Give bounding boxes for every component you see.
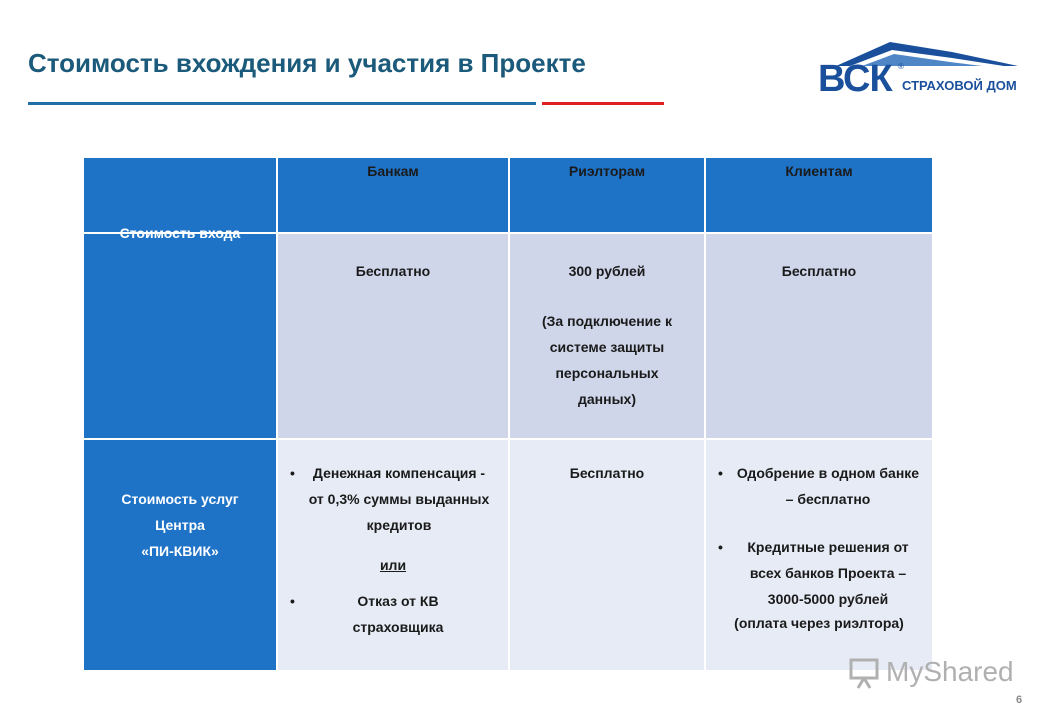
page-number: 6	[1016, 694, 1023, 706]
list-item: • Одобрение в одном банке – бесплатно	[714, 460, 924, 512]
myshared-watermark	[848, 654, 1014, 694]
logo-brand-text: ВСК	[818, 58, 892, 100]
entry-realtors-note: (За подключение к системе защиты персональных данных)	[542, 313, 672, 407]
title-underline-red	[542, 102, 664, 105]
page-title: Стоимость вхождения и участия в Проекте	[28, 48, 586, 78]
cell-service-realtors	[509, 439, 705, 671]
title-underline-blue	[28, 102, 536, 105]
service-clients-list	[714, 460, 924, 612]
logo-subtitle: СТРАХОВОЙ ДОМ	[902, 78, 1017, 93]
list-item: • Отказ от КВ страховщика	[286, 588, 500, 640]
cell-service-clients	[705, 439, 933, 671]
row-label-service-line1: Стоимость услуг	[121, 491, 239, 507]
vsk-logo	[812, 38, 1022, 98]
cell-entry-clients	[705, 233, 933, 439]
row-label-service-cost	[83, 439, 277, 671]
table-row	[83, 439, 933, 671]
entry-realtors-price: 300 рублей	[568, 263, 646, 279]
service-banks-list	[286, 460, 500, 538]
list-item: • Денежная компенсация - от 0,3% суммы выданных кредитов	[286, 460, 500, 538]
list-item: • Кредитные решения от всех банков Проекта – 3000-5000 рублей	[714, 534, 924, 612]
watermark-text: MyShared	[886, 656, 1014, 687]
service-banks-list-2	[286, 588, 500, 640]
row-label-entry-cost	[83, 225, 277, 439]
service-clients-note: (оплата через риэлтора)	[734, 615, 904, 631]
presentation-icon	[848, 656, 882, 690]
pricing-table	[82, 156, 934, 672]
header-banks: Банкам	[277, 157, 509, 233]
table-row	[83, 233, 933, 439]
cell-entry-realtors	[509, 233, 705, 439]
row-label-service-line3: «ПИ-КВИК»	[141, 543, 219, 559]
entry-banks-value: Бесплатно	[355, 263, 431, 279]
service-realtors-value: Бесплатно	[569, 465, 645, 481]
service-banks-or: или	[379, 557, 407, 573]
row-label-entry-cost-text: Стоимость входа	[119, 225, 241, 241]
cell-entry-banks	[277, 233, 509, 439]
entry-clients-value: Бесплатно	[781, 263, 857, 279]
logo-registered-mark: ®	[898, 62, 904, 71]
header-realtors: Риэлторам	[509, 157, 705, 233]
row-label-service-line2: Центра	[155, 517, 205, 533]
cell-service-banks	[277, 439, 509, 671]
header-clients: Клиентам	[705, 157, 933, 233]
